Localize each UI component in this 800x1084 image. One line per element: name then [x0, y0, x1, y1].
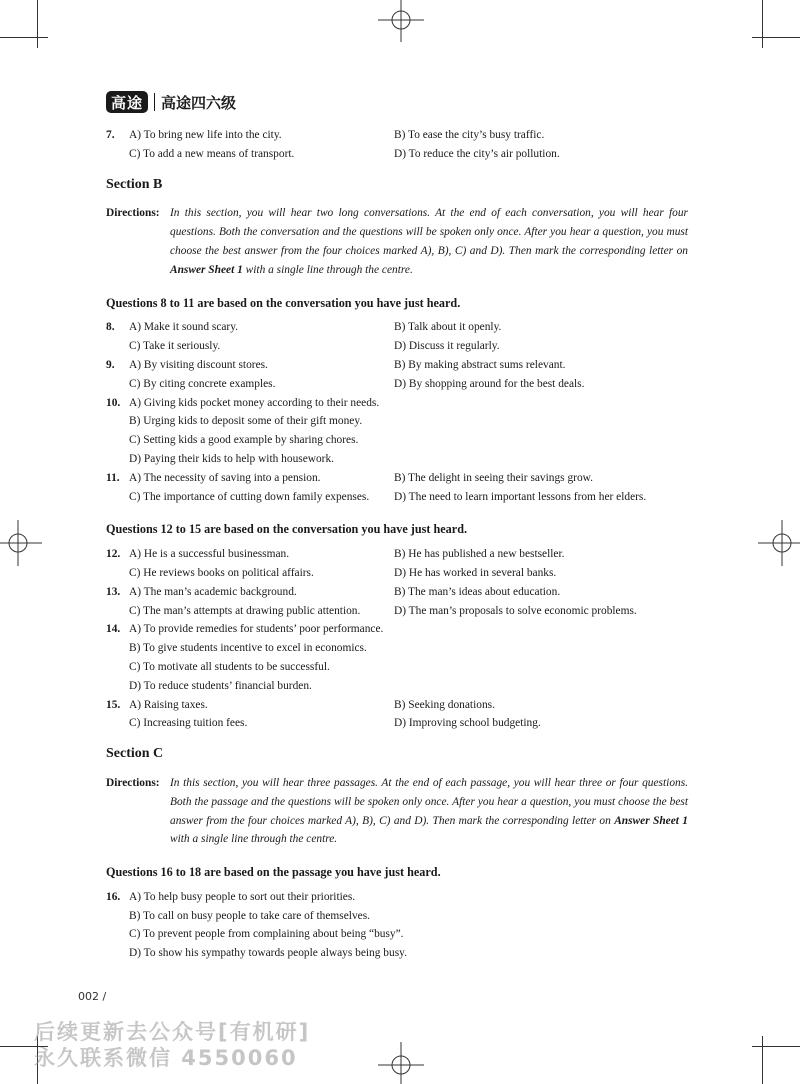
question-15: [106, 696, 688, 734]
question-number: 7.: [106, 129, 115, 141]
option-a: A) Make it sound scary.: [129, 321, 239, 334]
option-c: C) By citing concrete examples.: [129, 377, 276, 390]
option-b: B) To call on busy people to take care of themselves.: [129, 909, 370, 922]
directions-text: In this section, you will hear three passages. At the end of each passage, you will hear three or four questions. Both the passage and the questions will be spoken only once. After you hear a question, you must choose the best answer from the four choices marked A), B), C) and D). Then mark the corresponding letter on Answer Sheet 1 with a single line through the centre.: [170, 776, 688, 846]
question-9: [106, 356, 688, 394]
question-number: 11.: [106, 471, 120, 484]
registration-mark-right: [758, 520, 800, 566]
question-group-heading: Questions 8 to 11 are based on the conversation you have just heard.: [106, 295, 461, 310]
option-b: B) Seeking donations.: [394, 698, 495, 711]
question-number: 16.: [106, 890, 121, 903]
crop-mark: [37, 0, 38, 48]
option-d: D) By shopping around for the best deals.: [394, 377, 585, 390]
question-number: 8.: [106, 321, 115, 334]
registration-mark-bottom: [378, 1042, 424, 1084]
option-d: D) To reduce students’ financial burden.: [129, 679, 312, 692]
question-16: [106, 888, 688, 963]
crop-mark: [762, 1036, 763, 1084]
option-d: D) Improving school budgeting.: [394, 717, 541, 730]
directions-label: Directions:: [106, 776, 160, 789]
answer-sheet-ref: Answer Sheet 1: [614, 814, 688, 827]
question-number: 14.: [106, 623, 121, 636]
registration-mark-top: [378, 0, 424, 42]
directions-text: In this section, you will hear two long conversations. At the end of each conversation, you will hear four questions. Both the conversation and the questions will be spoken only once. After you hear a question, you must choose the best answer from the four choices marked A), B), C) and D). Then mark the corresponding letter on Answer Sheet 1 with a single line through the centre.: [170, 207, 688, 276]
question-7: [106, 126, 688, 164]
question-8: [106, 318, 688, 356]
section-c-title: Section C: [106, 746, 164, 762]
question-13: [106, 583, 688, 621]
option-a: A) The necessity of saving into a pension.: [129, 471, 321, 484]
answer-sheet-ref: Answer Sheet 1: [170, 263, 243, 276]
header-divider: [154, 93, 155, 111]
question-number: 9.: [106, 358, 115, 371]
option-c: C) To prevent people from complaining about being “busy”.: [129, 928, 404, 941]
option-c: C) To add a new means of transport.: [129, 147, 295, 160]
exam-content: [106, 126, 688, 963]
option-d: D) Paying their kids to help with housework.: [129, 452, 335, 465]
option-b: B) Talk about it openly.: [394, 321, 502, 334]
registration-mark-left: [0, 520, 42, 566]
option-d: D) The man’s proposals to solve economic problems.: [394, 604, 637, 617]
option-c: C) The man’s attempts at drawing public attention.: [129, 604, 361, 617]
option-a: A) Giving kids pocket money according to their needs.: [129, 396, 380, 409]
crop-mark: [0, 37, 48, 38]
question-number: 10.: [106, 396, 121, 409]
option-a: A) He is a successful businessman.: [129, 548, 290, 561]
watermark-line-2: 永久联系微信 4550060: [34, 1046, 298, 1070]
option-c: C) Take it seriously.: [129, 340, 221, 353]
option-a: A) By visiting discount stores.: [129, 358, 268, 371]
option-d: D) To reduce the city’s air pollution.: [394, 147, 560, 160]
option-a: A) To help busy people to sort out their priorities.: [129, 890, 356, 903]
option-b: B) To give students incentive to excel in economics.: [129, 642, 367, 655]
option-c: C) The importance of cutting down family expenses.: [129, 490, 370, 503]
option-a: A) Raising taxes.: [129, 698, 208, 711]
crop-mark: [752, 1046, 800, 1047]
option-c: C) Setting kids a good example by sharing chores.: [129, 434, 359, 447]
question-number: 15.: [106, 698, 121, 711]
brand-logo: 高途: [106, 91, 148, 113]
option-d: D) He has worked in several banks.: [394, 566, 557, 579]
option-a: A) The man’s academic background.: [129, 585, 297, 598]
option-a: A) To provide remedies for students’ poor performance.: [129, 623, 384, 636]
question-group-heading: Questions 12 to 15 are based on the conversation you have just heard.: [106, 522, 468, 537]
option-d: D) The need to learn important lessons from her elders.: [394, 490, 647, 503]
crop-mark: [762, 0, 763, 48]
option-c: C) He reviews books on political affairs.: [129, 566, 314, 579]
question-10: [106, 394, 688, 469]
section-b-directions: [106, 204, 688, 279]
question-group-heading: Questions 16 to 18 are based on the passage you have just heard.: [106, 865, 441, 880]
question-number: 12.: [106, 548, 121, 561]
crop-mark: [752, 37, 800, 38]
header-title: 高途四六级: [161, 93, 237, 112]
option-d: D) Discuss it regularly.: [394, 340, 500, 353]
page-number: 002 /: [78, 990, 107, 1003]
question-number: 13.: [106, 585, 121, 598]
option-b: B) The delight in seeing their savings grow.: [394, 471, 593, 484]
option-b: B) The man’s ideas about education.: [394, 585, 561, 598]
option-d: D) To show his sympathy towards people always being busy.: [129, 947, 407, 960]
option-c: C) Increasing tuition fees.: [129, 717, 248, 730]
header: [106, 90, 236, 114]
option-b: B) To ease the city’s busy traffic.: [394, 129, 545, 141]
question-11: [106, 469, 688, 507]
question-12: [106, 545, 688, 583]
option-b: B) Urging kids to deposit some of their gift money.: [129, 415, 363, 428]
option-c: C) To motivate all students to be successful.: [129, 660, 330, 673]
question-14: [106, 620, 688, 695]
directions-label: Directions:: [106, 207, 160, 220]
option-b: B) He has published a new bestseller.: [394, 548, 565, 561]
option-a: A) To bring new life into the city.: [129, 129, 282, 141]
section-c-directions: [106, 774, 688, 849]
section-b-title: Section B: [106, 176, 163, 192]
option-b: B) By making abstract sums relevant.: [394, 358, 566, 371]
watermark-line-1: 后续更新去公众号[有机研]: [34, 1020, 311, 1044]
